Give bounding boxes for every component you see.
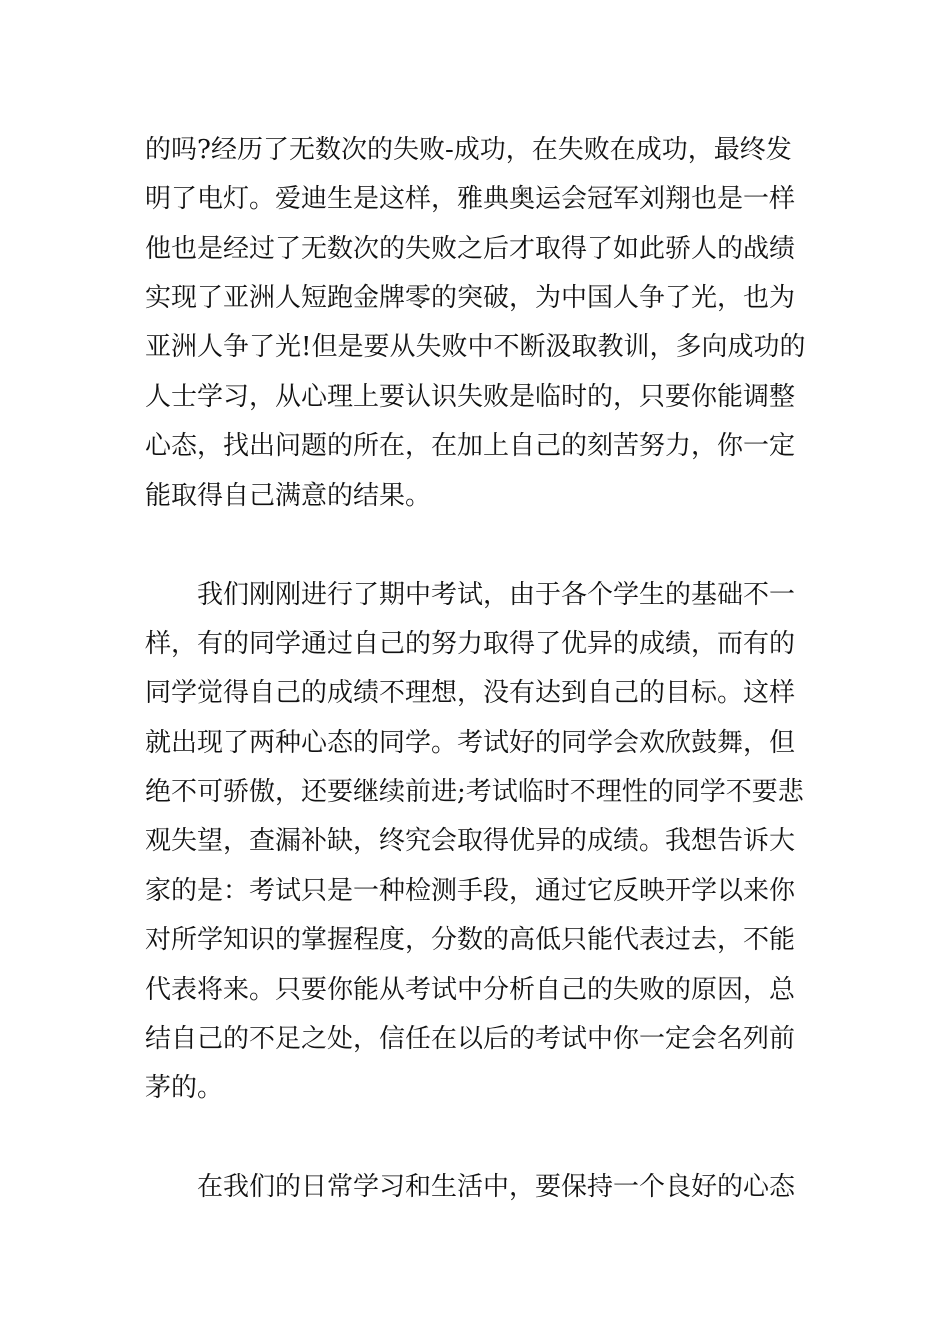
paragraph-2-line-9: 代表将来。只要你能从考试中分析自己的失败的原因，总: [145, 975, 796, 1005]
paragraph-1-line-7: 心态，找出问题的所在，在加上自己的刻苦努力，你一定: [145, 431, 796, 461]
paragraph-2-line-8: 对所学知识的掌握程度，分数的高低只能代表过去，不能: [145, 925, 796, 955]
paragraph-3-line-1: 在我们的日常学习和生活中，要保持一个良好的心态: [197, 1172, 796, 1202]
paragraph-1-line-2: 明了电灯。爱迪生是这样，雅典奥运会冠军刘翔也是一样: [145, 184, 796, 214]
paragraph-1-line-5: 亚洲人争了光!但是要从失败中不断汲取教训，多向成功的: [145, 332, 806, 362]
paragraph-2-line-7: 家的是：考试只是一种检测手段，通过它反映开学以来你: [145, 876, 796, 906]
paragraph-2-line-10: 结自己的不足之处，信任在以后的考试中你一定会名列前: [145, 1024, 796, 1054]
paragraph-2-line-5: 绝不可骄傲，还要继续前进;考试临时不理性的同学不要悲: [145, 777, 804, 807]
paragraph-2-line-2: 样，有的同学通过自己的努力取得了优异的成绩，而有的: [145, 629, 796, 659]
paragraph-1-line-4: 实现了亚洲人短跑金牌零的突破，为中国人争了光，也为: [145, 283, 796, 313]
paragraph-1-line-3: 他也是经过了无数次的失败之后才取得了如此骄人的战绩: [145, 234, 796, 264]
paragraph-2-line-1: 我们刚刚进行了期中考试，由于各个学生的基础不一: [197, 580, 796, 610]
paragraph-2-line-6: 观失望，查漏补缺，终究会取得优异的成绩。我想告诉大: [145, 826, 796, 856]
paragraph-1-line-8: 能取得自己满意的结果。: [145, 481, 432, 511]
paragraph-2-line-11: 茅的。: [145, 1073, 224, 1103]
paragraph-1-line-6: 人士学习，从心理上要认识失败是临时的，只要你能调整: [145, 382, 796, 412]
paragraph-1-line-1: 的吗?经历了无数次的失败-成功，在失败在成功，最终发: [145, 135, 792, 165]
paragraph-2-line-4: 就出现了两种心态的同学。考试好的同学会欢欣鼓舞，但: [145, 728, 796, 758]
paragraph-2-line-3: 同学觉得自己的成绩不理想，没有达到自己的目标。这样: [145, 678, 796, 708]
